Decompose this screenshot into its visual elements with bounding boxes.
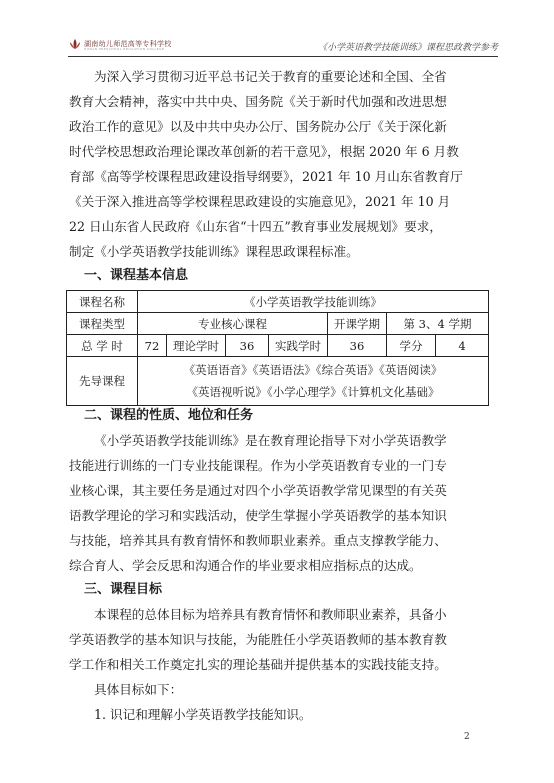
section-1-heading: 一、课程基本信息 bbox=[84, 268, 189, 283]
total-hours-value: 72 bbox=[138, 335, 167, 357]
goal-item: 1. 识记和理解小学英语教学技能知识。 bbox=[94, 707, 312, 722]
section-2-paragraph bbox=[69, 428, 487, 578]
prereq-line: 《英语视听说》《小学心理学》《计算机文化基础》 bbox=[186, 385, 440, 399]
course-type-value: 专业核心课程 bbox=[138, 313, 328, 335]
intro-line: 为深入学习贯彻习近平总书记关于教育的重要论述和全国、全省 bbox=[94, 69, 447, 84]
table-row bbox=[67, 291, 489, 313]
prereq-label: 先导课程 bbox=[67, 357, 138, 406]
table-row bbox=[67, 313, 489, 335]
theory-hours-value: 36 bbox=[226, 335, 269, 357]
total-hours-label: 总 学 时 bbox=[67, 335, 138, 357]
section-2-line: 综合育人、学会反思和沟通合作的毕业要求相应指标点的达成。 bbox=[69, 558, 422, 573]
intro-paragraph bbox=[69, 64, 487, 264]
intro-line: 《关于深入推进高等学校课程思政建设的实施意见》，2021 年 10 月 bbox=[69, 194, 451, 209]
page-header bbox=[68, 36, 498, 56]
intro-line: 制定《小学英语教学技能训练》课程思政课程标准。 bbox=[69, 244, 359, 259]
prereq-value bbox=[138, 357, 489, 406]
table-row bbox=[67, 335, 489, 357]
intro-line: 22 日山东省人民政府《山东省“十四五”教育事业发展规划》要求， bbox=[69, 219, 442, 234]
practice-hours-value: 36 bbox=[328, 335, 387, 357]
semester-label: 开课学期 bbox=[328, 313, 387, 335]
practice-hours-label: 实践学时 bbox=[269, 335, 328, 357]
table-row bbox=[67, 357, 489, 406]
intro-line: 政治工作的意见》以及中共中央办公厅、国务院办公厅《关于深化新 bbox=[69, 119, 447, 134]
school-name-en: HUNAN PRESCHOOL EDUCATION COLLEGE bbox=[84, 47, 165, 51]
course-name-value: 《小学英语教学技能训练》 bbox=[138, 291, 489, 313]
theory-hours-label: 理论学时 bbox=[167, 335, 226, 357]
header-divider bbox=[68, 56, 498, 57]
section-2-line: 业核心课，其主要任务是通过对四个小学英语教学常见课型的有关英 bbox=[69, 483, 447, 498]
section-2-line: 《小学英语教学技能训练》是在教育理论指导下对小学英语教学 bbox=[94, 433, 447, 448]
intro-line: 教育大会精神，落实中共中央、国务院《关于新时代加强和改进思想 bbox=[69, 94, 447, 109]
intro-line: 育部《高等学校课程思政建设指导纲要》，2021 年 10 月山东省教育厅 bbox=[69, 169, 463, 184]
credit-label: 学分 bbox=[387, 335, 436, 357]
course-info-table bbox=[66, 290, 489, 406]
header-doc-title: 《小学英语教学技能训练》课程思政教学参考 bbox=[317, 43, 498, 53]
section-3-paragraph bbox=[69, 602, 487, 727]
semester-value: 第 3、4 学期 bbox=[387, 313, 489, 335]
section-3-line: 本课程的总体目标为培养具有教育情怀和教师职业素养，具备小 bbox=[94, 607, 447, 622]
section-3-line: 学工作和相关工作奠定扎实的理论基础并提供基本的实践技能支持。 bbox=[69, 657, 447, 672]
section-2-line: 技能进行训练的一门专业技能课程。作为小学英语教育专业的一门专 bbox=[69, 458, 447, 473]
section-2-line: 语教学理论的学习和实践活动，使学生掌握小学英语教学的基本知识 bbox=[69, 508, 447, 523]
intro-line: 时代学校思想政治理论课改革创新的若干意见》，根据 2020 年 6 月教 bbox=[69, 144, 459, 159]
section-3-heading: 三、课程目标 bbox=[84, 582, 163, 597]
goals-intro: 具体目标如下： bbox=[94, 682, 183, 697]
course-name-label: 课程名称 bbox=[67, 291, 138, 313]
course-type-label: 课程类型 bbox=[67, 313, 138, 335]
lotus-logo-icon bbox=[68, 38, 82, 50]
school-name: 湖南幼儿师范高等专科学校 bbox=[84, 40, 172, 48]
credit-value: 4 bbox=[436, 335, 489, 357]
section-2-line: 与技能，培养其具有教育情怀和教师职业素养。重点支撑教学能力、 bbox=[69, 533, 447, 548]
section-2-heading: 二、课程的性质、地位和任务 bbox=[84, 408, 254, 423]
prereq-line: 《英语语音》《英语语法》《综合英语》《英语阅读》 bbox=[183, 363, 443, 377]
section-3-line: 学英语教学的基本知识与技能，为能胜任小学英语教师的基本教育教 bbox=[69, 632, 447, 647]
page-number: 2 bbox=[464, 732, 470, 742]
